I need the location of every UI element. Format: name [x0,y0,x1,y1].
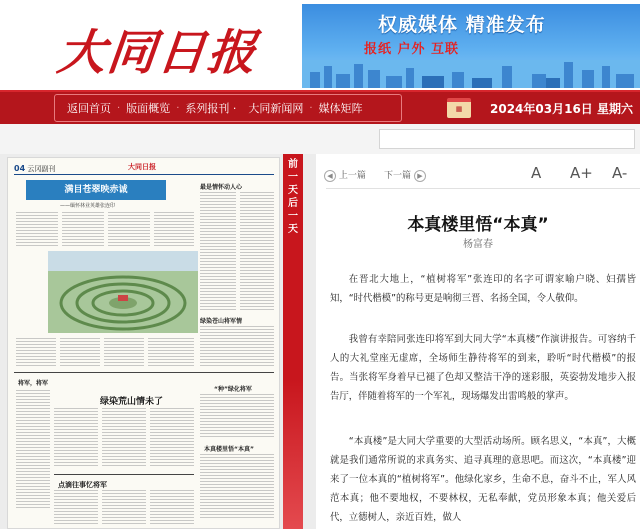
page-left-title[interactable]: 将军，将军 [18,380,49,387]
page-feature-title[interactable]: 绿染荒山情未了 [100,397,164,407]
nav-bar [0,90,640,124]
current-date: 2024年03月16日 星期六 [490,102,633,116]
nav-separator: · [176,102,180,114]
text-column [240,192,274,312]
toolbar-divider [326,188,640,189]
nav-overview[interactable]: 版面概览 [126,102,171,115]
text-column [16,390,50,510]
next-article-button[interactable] [384,168,426,182]
calendar-icon[interactable]: ▦ [447,98,471,118]
nav-separator: · [117,102,121,114]
page-rule [14,174,274,175]
banner-title: 权威媒体 精准发布 [378,14,546,36]
article-toolbar [316,164,640,186]
article-panel [316,154,640,529]
page-side-title-2[interactable]: 绿染苍山将军情 [200,318,243,325]
page-divider [54,474,194,475]
newspaper-page-image[interactable] [7,157,280,529]
text-column [60,338,100,366]
page-masthead: 大同日报 [128,163,156,171]
banner-subtitle: 报纸 户外 互联 [364,42,460,57]
article-paragraph: “本真楼”是大同大学重要的大型活动场所。顾名思义，“本真”，大概就是我们通常所说的求真务实、追寻真理的意思吧。而这次，“本真楼”迎来了一位本真的“植树将军”。他绿化家乡，生命不息，奋斗不止，军人风范本真；他不要地权，不要林权，无私奉献，党员形象本真；他关爱后代，立德树人，亲近百姓，做人 [330,436,636,523]
text-column [200,192,236,312]
page-thumbnail-area [0,154,316,529]
page-side-title-1[interactable]: 最是情怀动人心 [200,184,243,191]
search-input[interactable] [379,129,635,149]
article-paragraph: 我曾有幸陪同张连印将军到大同大学“本真楼”作演讲报告。可容纳千人的大礼堂座无虚席，全场师生静待将军的到来，聆听“时代楷模”的报告。当张将军身着早已褪了色却又整洁干净的迷彩服，英姿勃发地步入报告厅，伴随着将军的一个军礼，现场爆发出雷鸣般的掌声。 [330,334,636,402]
search-bar [0,124,640,154]
nav-home[interactable]: 返回首页 [67,102,111,115]
text-column [16,212,58,248]
page-right-title-2[interactable]: 本真楼里悟“本真” [204,446,254,453]
article-title: 本真楼里悟“本真” [407,215,549,235]
text-column [150,490,194,524]
page-lead-subtitle: ——缅怀林业英雄张连印 [60,203,116,209]
site-logo[interactable]: 大同日报 [54,25,261,81]
nav-menu [54,94,402,122]
nav-separator: · [309,102,313,114]
day-switch-label: 前一天 后一天 [288,159,298,235]
page-divider [14,372,274,373]
font-reset-button[interactable]: A [531,164,542,182]
next-article-label: 下一篇 [384,171,412,181]
day-switch-tab[interactable] [283,154,303,529]
text-column [104,338,144,366]
text-column [148,338,194,366]
nav-media-matrix[interactable]: 媒体矩阵 [318,102,363,115]
article-paragraph: 在晋北大地上，“植树将军”张连印的名字可谓家喻户晓、妇孺皆知，“时代楷模”的称号更是响彻三晋、名扬全国，令人敬仰。 [330,274,636,304]
text-column [200,394,274,438]
text-column [200,326,274,366]
ad-banner[interactable] [302,4,640,88]
prev-article-button[interactable] [324,168,366,182]
chevron-right-icon: ▶ [414,170,426,182]
chevron-left-icon: ◀ [324,170,336,182]
text-column [54,490,98,524]
text-column [154,212,194,248]
article-author: 杨富春 [463,239,493,250]
text-column [108,212,150,248]
page-lead-title[interactable]: 满目苍翠映赤诚 [26,180,166,200]
text-column [150,408,194,468]
page-photo[interactable] [48,251,198,333]
text-column [62,212,104,248]
text-column [102,408,146,468]
font-increase-button[interactable]: A+ [570,164,593,182]
nav-series[interactable]: 系列报刊 · [185,102,237,115]
page-right-title-1[interactable]: “种”绿化将军 [214,386,252,393]
text-column [54,408,98,468]
forest-photo-graphic [48,251,198,333]
font-decrease-button[interactable]: A- [612,164,628,182]
page-number-label: 04 云冈副刊 [14,164,56,173]
text-column [16,338,56,366]
page-bottom-title[interactable]: 点滴往事忆将军 [58,481,107,489]
text-column [102,490,146,524]
prev-article-label: 上一篇 [338,171,366,181]
text-column [200,454,274,520]
skyline-graphic [302,60,640,88]
site-header [0,0,640,90]
nav-news-site[interactable]: 大同新闻网 [248,102,304,115]
